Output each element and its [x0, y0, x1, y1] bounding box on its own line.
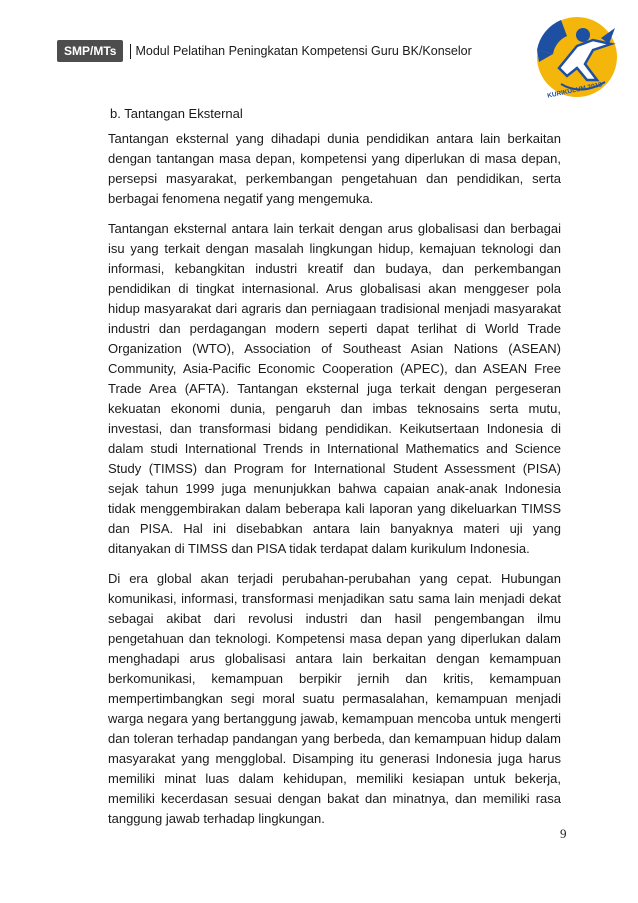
main-content — [108, 104, 561, 839]
paragraph-2: Tantangan eksternal antara lain terkait dengan arus globalisasi dan berbagai isu yang terkait dengan masalah lingkungan hidup, kemajuan teknologi dan informasi, kebangkitan industri kreatif dan budaya, dan perkembangan pendidikan di tingkat internasional. Arus globalisasi akan menggeser pola hidup masyarakat dari agraris dan perniagaan tradisional menjadi masyarakat industri dan perdagangan modern seperti dapat terlihat di World Trade Organization (WTO), Association of Southeast Asian Nations (ASEAN) Community, Asia-Pacific Economic Cooperation (APEC), dan ASEAN Free Trade Area (AFTA). Tantangan eksternal juga terkait dengan pergeseran kekuatan ekonomi dunia, pengaruh dan imbas teknosains serta mutu, investasi, dan transformasi bidang pendidikan. Keikutsertaan Indonesia di dalam studi International Trends in International Mathematics and Science Study (TIMSS) dan Program for International Student Assessment (PISA) sejak tahun 1999 juga menunjukkan bahwa capaian anak-anak Indonesia tidak menggembirakan dalam beberapa kali laporan yang dikeluarkan TIMSS dan PISA. Hal ini disebabkan antara lain banyaknya materi uji yang ditanyakan di TIMSS dan PISA tidak terdapat dalam kurikulum Indonesia. — [108, 221, 561, 556]
module-title-text: Modul Pelatihan Peningkatan Kompetensi Guru BK/Konselor — [135, 44, 472, 58]
page-number: 9 — [560, 826, 567, 841]
kurikulum-2013-logo — [531, 10, 621, 102]
section-heading: b. Tantangan Eksternal — [110, 106, 243, 121]
paragraph-1: Tantangan eksternal yang dihadapi dunia pendidikan antara lain berkaitan dengan tantangan masa depan, kompetensi yang diperlukan di masa depan, persepsi masyarakat, perkembangan pengetahuan dan pendidikan, serta berbagai fenomena negatif yang mengemuka. — [108, 131, 561, 206]
paragraph-3: Di era global akan terjadi perubahan-perubahan yang cepat. Hubungan komunikasi, informasi, transformasi menjadikan satu sama lain menjadi dekat sebagai akibat dari revolusi industri dan hasil pengembangan ilmu pengetahuan dan teknologi. Kompetensi masa depan yang diperlukan dalam menghadapi arus globalisasi antara lain berkaitan dengan kemampuan berkomunikasi, kemampuan berpikir jernih dan kritis, kemampuan mempertimbangkan segi moral suatu permasalahan, kemampuan menjadi warga negara yang bertanggung jawab, kemampuan mencoba untuk mengerti dan toleran terhadap pandangan yang berbeda, dan kemampuan hidup dalam masyarakat yang mengglobal. Disamping itu generasi Indonesia juga harus memiliki minat luas dalam kehidupan, memiliki kesiapan untuk bekerja, memiliki kecerdasan sesuai dengan bakat dan minatnya, dan memiliki rasa tanggung jawab terhadap lingkungan. — [108, 571, 561, 826]
svg-text:KURIKULUM 2013: KURIKULUM 2013 — [546, 81, 603, 100]
level-badge: SMP/MTs — [57, 40, 123, 62]
title-separator — [130, 44, 131, 59]
page-header — [57, 40, 472, 62]
module-title — [130, 44, 471, 59]
